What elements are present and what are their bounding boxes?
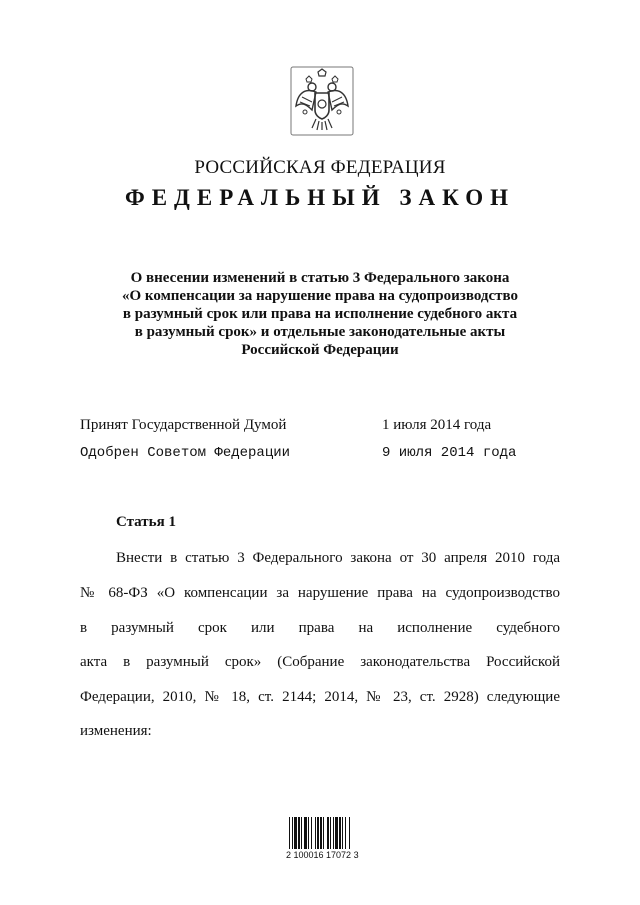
barcode-number: 2 100016 17072 3 bbox=[286, 850, 359, 860]
article-heading: Статья 1 bbox=[116, 514, 176, 530]
barcode-bar bbox=[339, 817, 341, 849]
barcode-bar bbox=[330, 817, 331, 849]
council-approval-label: Одобрен Советом Федерации bbox=[80, 445, 291, 461]
barcode-bar bbox=[311, 817, 312, 849]
state-name: РОССИЙСКАЯ ФЕДЕРАЦИЯ bbox=[194, 157, 446, 178]
law-title-line: в разумный срок или права на исполнение судебного акта bbox=[122, 306, 518, 322]
barcode-bar bbox=[308, 817, 309, 849]
barcode bbox=[286, 817, 382, 860]
barcode-bar bbox=[304, 817, 307, 849]
article-text-line: акта в разумный срок» (Собрание законодательства Российской bbox=[80, 654, 560, 670]
law-title-line: Российской Федерации bbox=[241, 342, 399, 358]
coat-of-arms-emblem bbox=[290, 66, 354, 136]
document-type: ФЕДЕРАЛЬНЫЙ ЗАКОН bbox=[124, 185, 516, 210]
law-title-line: в разумный срок» и отдельные законодательные акты bbox=[134, 324, 506, 340]
barcode-bar bbox=[323, 817, 324, 849]
article-text-line: Федерации, 2010, № 18, ст. 2144; 2014, № 23, ст. 2928) следующие bbox=[80, 689, 560, 705]
barcode-bar bbox=[292, 817, 293, 849]
article-text-line: № 68-ФЗ «О компенсации за нарушение права на судопроизводство bbox=[80, 585, 560, 601]
barcode-bar bbox=[320, 817, 322, 849]
barcode-bar bbox=[327, 817, 329, 849]
barcode-bar bbox=[315, 817, 316, 849]
barcode-bar bbox=[294, 817, 297, 849]
law-title bbox=[60, 269, 580, 359]
barcode-bar bbox=[333, 817, 334, 849]
duma-adoption-date: 1 июля 2014 года bbox=[382, 417, 492, 433]
barcode-bar bbox=[317, 817, 319, 849]
barcode-bar bbox=[342, 817, 343, 849]
barcode-bar bbox=[349, 817, 350, 849]
council-approval-date: 9 июля 2014 года bbox=[382, 445, 517, 461]
law-title-line: «О компенсации за нарушение права на судопроизводство bbox=[122, 288, 518, 304]
barcode-bar bbox=[298, 817, 300, 849]
article-text-line: в разумный срок или права на исполнение судебного bbox=[80, 620, 560, 636]
barcode-bar bbox=[345, 817, 346, 849]
article-text-line: Внести в статью 3 Федерального закона от 30 апреля 2010 года bbox=[116, 550, 560, 566]
barcode-bars bbox=[289, 817, 379, 849]
barcode-bar bbox=[301, 817, 302, 849]
duma-adoption-label: Принят Государственной Думой bbox=[80, 417, 287, 433]
law-title-line: О внесении изменений в статью 3 Федерального закона bbox=[130, 270, 510, 286]
barcode-bar bbox=[335, 817, 338, 849]
barcode-bar bbox=[289, 817, 290, 849]
article-text-line: изменения: bbox=[80, 723, 152, 739]
